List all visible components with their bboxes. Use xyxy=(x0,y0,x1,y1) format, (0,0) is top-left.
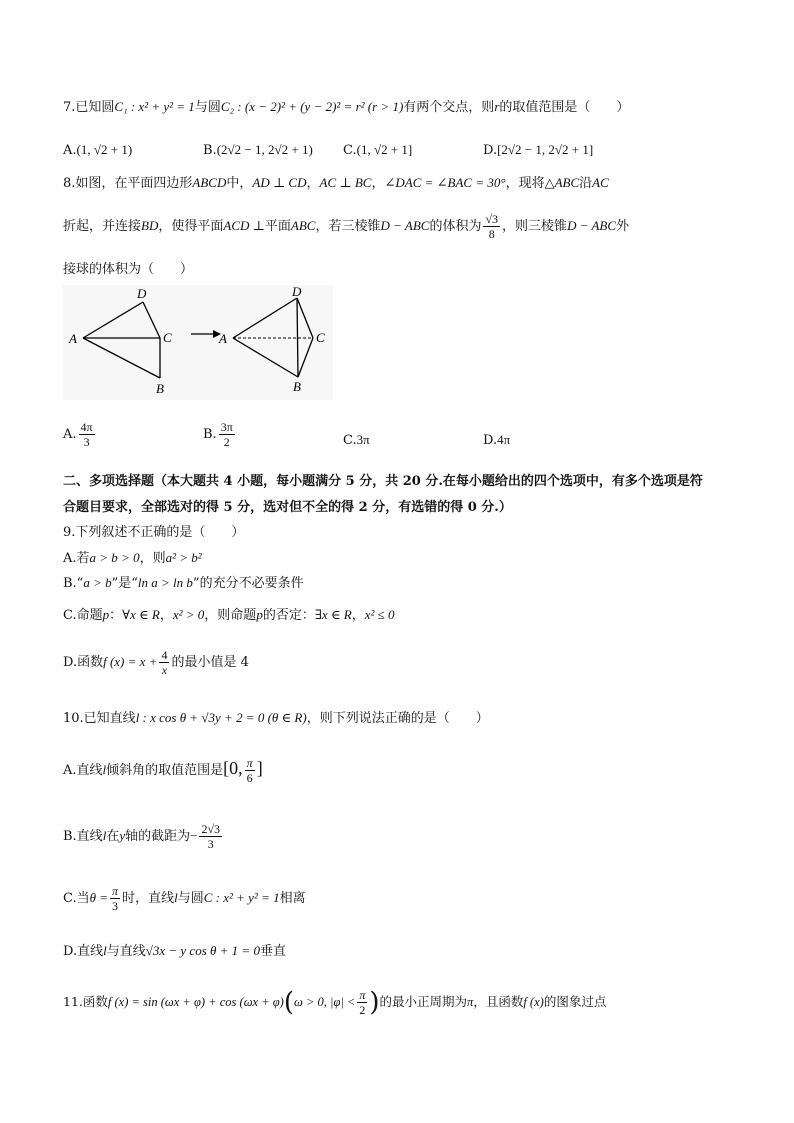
fig-left-label-b: B xyxy=(156,381,164,396)
q7-option-d: D.[2√2 − 1, 2√2 + 1] xyxy=(483,142,594,158)
q11-stem: 11.函数f (x) = sin (ωx + φ) + cos (ωx + φ)(ω > 0, |φ| < $\frac{\pi}{2}$ )的最小正周期为π，且函数f (x)的图象过点 xyxy=(63,987,607,1018)
q8-line1: 8.如图，在平面四边形ABCD中，AD ⊥ CD，AC ⊥ BC，∠DAC = ∠BAC = 30°，现将△ABC沿AC xyxy=(63,175,609,191)
folding-figure xyxy=(63,285,333,400)
section2-heading-line2: 合题目要求，全部选对的得 5 分，选对但不全的得 2 分，有选错的得 0 分.） xyxy=(63,500,512,515)
q10-option-c: C.当θ = $\frac{\pi}{3}$ 时，直线l与圆C : x² + y² = 1相离 xyxy=(63,884,306,913)
q8-option-d: D.4π xyxy=(483,432,511,448)
fig-left-label-a: A xyxy=(69,331,77,346)
section2-heading-line1: 二、多项选择题（本大题共 4 小题，每小题满分 5 分，共 20 分.在每小题给出的四个选项中，有多个选项是符 xyxy=(63,474,703,489)
fig-right-label-d: D xyxy=(292,285,302,299)
q8-option-b: B. $\frac{3\pi}{2}$ xyxy=(203,420,233,449)
q8-line3: 接球的体积为（ ） xyxy=(63,262,194,277)
q7-option-a: A.(1, √2 + 1) xyxy=(63,142,133,158)
q9-option-b: B.“a > b”是“ln a > ln b”的充分不必要条件 xyxy=(63,575,304,591)
q8-line2: 折起，并连接BD，使得平面ACD ⊥平面ABC，若三棱锥D − ABC的体积为 $\frac{√3}{8}$ ，则三棱锥D − ABC外 xyxy=(63,212,630,241)
q10-option-a: A.直线l倾斜角的取值范围是[0, $\frac{\pi}{6}$ ] xyxy=(63,756,263,785)
circle-c2: C₂ : (x − 2)² + (y − 2)² = r² (r > 1) xyxy=(220,99,404,114)
q8-option-a: A. $\frac{4\pi}{3}$ xyxy=(63,420,93,449)
q7-option-c: C.(1, √2 + 1] xyxy=(343,142,413,158)
fig-right-label-a: A xyxy=(219,331,227,346)
q9-stem: 9.下列叙述不正确的是（ ） xyxy=(63,525,245,540)
q9-option-d: D.函数f (x) = x + $\frac{4}{x}$ 的最小值是 4 xyxy=(63,648,249,677)
fig-left-label-c: C xyxy=(163,330,172,345)
q7-option-b: B.(2√2 − 1, 2√2 + 1) xyxy=(203,142,313,158)
fig-right-label-b: B xyxy=(293,379,301,394)
q10-option-d: D.直线l与直线√3x − y cos θ + 1 = 0垂直 xyxy=(63,943,286,959)
q10-stem: 10.已知直线l : x cos θ + √3y + 2 = 0 (θ ∈ R)，则下列说法正确的是（ ） xyxy=(63,710,489,726)
q9-option-c: C.命题p：∀x ∈ R，x² > 0，则命题p的否定：∃x ∈ R，x² ≤ 0 xyxy=(63,607,395,623)
fig-right-label-c: C xyxy=(316,330,325,345)
q10-option-b: B.直线l在y轴的截距为− $\frac{2√3}{3}$ xyxy=(63,822,221,851)
q9-option-a: A.若a > b > 0，则a² > b² xyxy=(63,550,202,566)
q7-stem: 7.已知圆C₁ : x² + y² = 1与圆C₂ : (x − 2)² + (y − 2)² = r² (r > 1)有两个交点，则r的取值范围是（ ） xyxy=(63,99,630,115)
q8-option-c: C.3π xyxy=(343,432,370,448)
circle-c1: C₁ : x² + y² = 1 xyxy=(114,99,195,114)
fig-left-label-d: D xyxy=(137,286,147,301)
volume-fraction: $\frac{√3}{8}$ xyxy=(485,212,499,241)
